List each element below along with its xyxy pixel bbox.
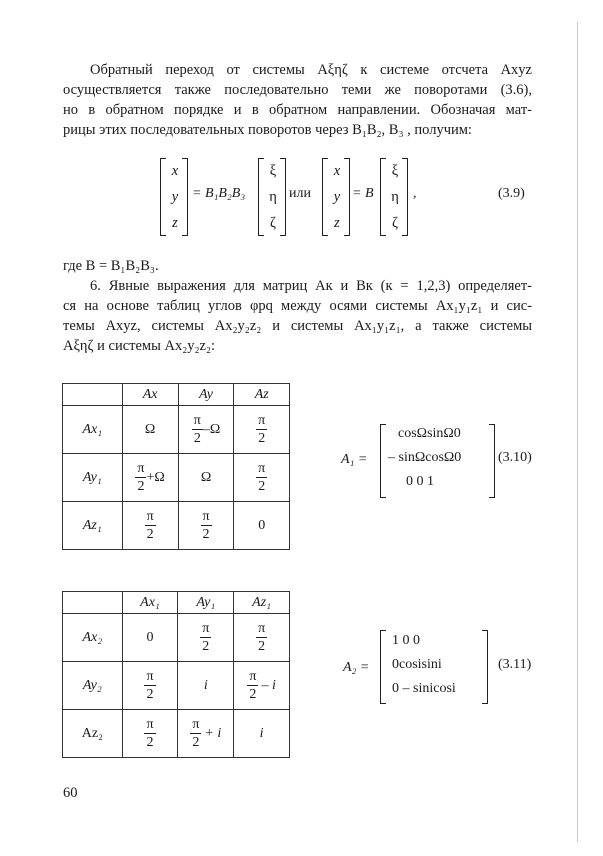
page-number: 60 — [63, 785, 78, 801]
comma: , — [413, 186, 417, 201]
cell-omega: Ω — [178, 454, 234, 502]
bracket-left — [258, 158, 264, 236]
para1-line1: Обратный переход от системы Aξηζ к системе отсчета Axyz — [90, 62, 532, 78]
bracket-right — [402, 158, 408, 236]
bracket-left — [322, 158, 328, 236]
cell-pi2-minus-i: $\frac{\pi}{2}$ – i — [234, 662, 290, 710]
cell-pi-over-2: $\frac{\pi}{2}$ — [178, 614, 234, 662]
para1-line3: но в обратном порядке и в обратном направлении. Обозначая мат- — [63, 102, 532, 118]
vector-xi-eta-zeta-1: ξ η ζ — [269, 162, 277, 231]
para2-line2: ся на основе таблиц углов φpq между осями системы Ax₁y₁z₁ и сис- — [63, 298, 532, 314]
matrix-a1-row1: cosΩsinΩ0 — [398, 426, 461, 441]
para1-line2: осуществляется также последовательно теми же поворотами (3.6), — [63, 82, 532, 98]
matrix-a2-row2: 0cosisini — [392, 657, 442, 672]
table-row — [63, 662, 290, 710]
matrix-a2-row1: 1 0 0 — [392, 633, 420, 648]
equation-number-3-9: (3.9) — [498, 186, 525, 201]
angle-table-2 — [62, 591, 290, 758]
bracket-left — [380, 158, 386, 236]
cell-i: i — [234, 710, 290, 758]
col-header-ax: Ax — [122, 384, 178, 406]
row-label-az2: Az₂ — [63, 710, 123, 758]
equation-number-3-10: (3.10) — [498, 450, 532, 465]
bracket-left — [380, 630, 386, 704]
word-or: или — [289, 186, 311, 201]
matrix-a1-label: A₁ = — [341, 452, 368, 467]
bracket-left — [380, 424, 386, 498]
corner-cell — [63, 384, 123, 406]
cell-omega: Ω — [122, 406, 178, 454]
cell-pi2-plus-omega: $\frac{\pi}{2}$ +Ω — [122, 454, 178, 502]
row-label-ay1: Ay₁ — [63, 454, 123, 502]
cell-pi-over-2: $\frac{\pi}{2}$ — [122, 502, 178, 550]
table-row — [63, 406, 290, 454]
bracket-left — [160, 158, 166, 236]
cell-pi2-plus-i: $\frac{\pi}{2}$ + i — [178, 710, 234, 758]
vector-xyz-1: x y z — [171, 162, 179, 231]
col-header-ay: Ay — [178, 384, 234, 406]
para2-line1: 6. Явные выражения для матриц Aк и Bк (к = 1,2,3) определяет- — [90, 278, 532, 294]
matrix-a1-row3: 0 0 1 — [406, 474, 434, 489]
matrix-a2-row3: 0 – sinicosi — [392, 681, 456, 696]
bracket-right — [182, 158, 188, 236]
table-header-row — [63, 384, 290, 406]
bracket-right — [482, 630, 488, 704]
col-header-ay1: Ay₁ — [178, 592, 234, 614]
bracket-right — [489, 424, 495, 498]
para1-line4: рицы этих последовательных поворотов через B₁B₂, B₃ , получим: — [63, 122, 472, 138]
para2-line4: Aξηζ и системы Ax₂y₂z₂: — [63, 338, 216, 354]
angle-table-1 — [62, 383, 290, 550]
cell-pi-over-2: $\frac{\pi}{2}$ — [122, 662, 178, 710]
cell-zero: 0 — [234, 502, 290, 550]
cell-pi-over-2: $\frac{\pi}{2}$ — [122, 710, 178, 758]
bracket-right — [280, 158, 286, 236]
row-label-ay2: Ay₂ — [63, 662, 123, 710]
col-header-az: Az — [234, 384, 290, 406]
row-label-ax2: Ax₂ — [63, 614, 123, 662]
vector-xi-eta-zeta-2: ξ η ζ — [391, 162, 399, 231]
where-line: где B = B₁B₂B₃. — [63, 258, 159, 274]
page-edge-line — [577, 22, 578, 842]
table-row — [63, 454, 290, 502]
cell-i: i — [178, 662, 234, 710]
para2-line3: темы Axyz, системы Ax₂y₂z₂ и системы Ax₁y₁z₁, а также системы — [63, 318, 532, 334]
matrix-a1-row2: – sinΩcosΩ0 — [388, 450, 462, 465]
equation-number-3-11: (3.11) — [498, 657, 532, 672]
equals-b: = B — [352, 186, 374, 201]
table-row — [63, 614, 290, 662]
cell-zero: 0 — [122, 614, 178, 662]
cell-pi-over-2: $\frac{\pi}{2}$ — [234, 406, 290, 454]
matrix-a2-label: A₂ = — [343, 660, 370, 675]
cell-pi-over-2: $\frac{\pi}{2}$ — [234, 614, 290, 662]
col-header-az1: Az₁ — [234, 592, 290, 614]
table-row — [63, 502, 290, 550]
corner-cell — [63, 592, 123, 614]
cell-pi2-minus-omega: $\frac{\pi}{2}$ –Ω — [178, 406, 234, 454]
cell-pi-over-2: $\frac{\pi}{2}$ — [178, 502, 234, 550]
table-header-row — [63, 592, 290, 614]
cell-pi-over-2: $\frac{\pi}{2}$ — [234, 454, 290, 502]
product-b1b2b3: = B₁B₂B₃ — [192, 186, 246, 201]
row-label-ax1: Ax₁ — [63, 406, 123, 454]
table-row — [63, 710, 290, 758]
col-header-ax1: Ax₁ — [122, 592, 178, 614]
vector-xyz-2: x y z — [333, 162, 341, 231]
row-label-az1: Az₁ — [63, 502, 123, 550]
bracket-right — [344, 158, 350, 236]
